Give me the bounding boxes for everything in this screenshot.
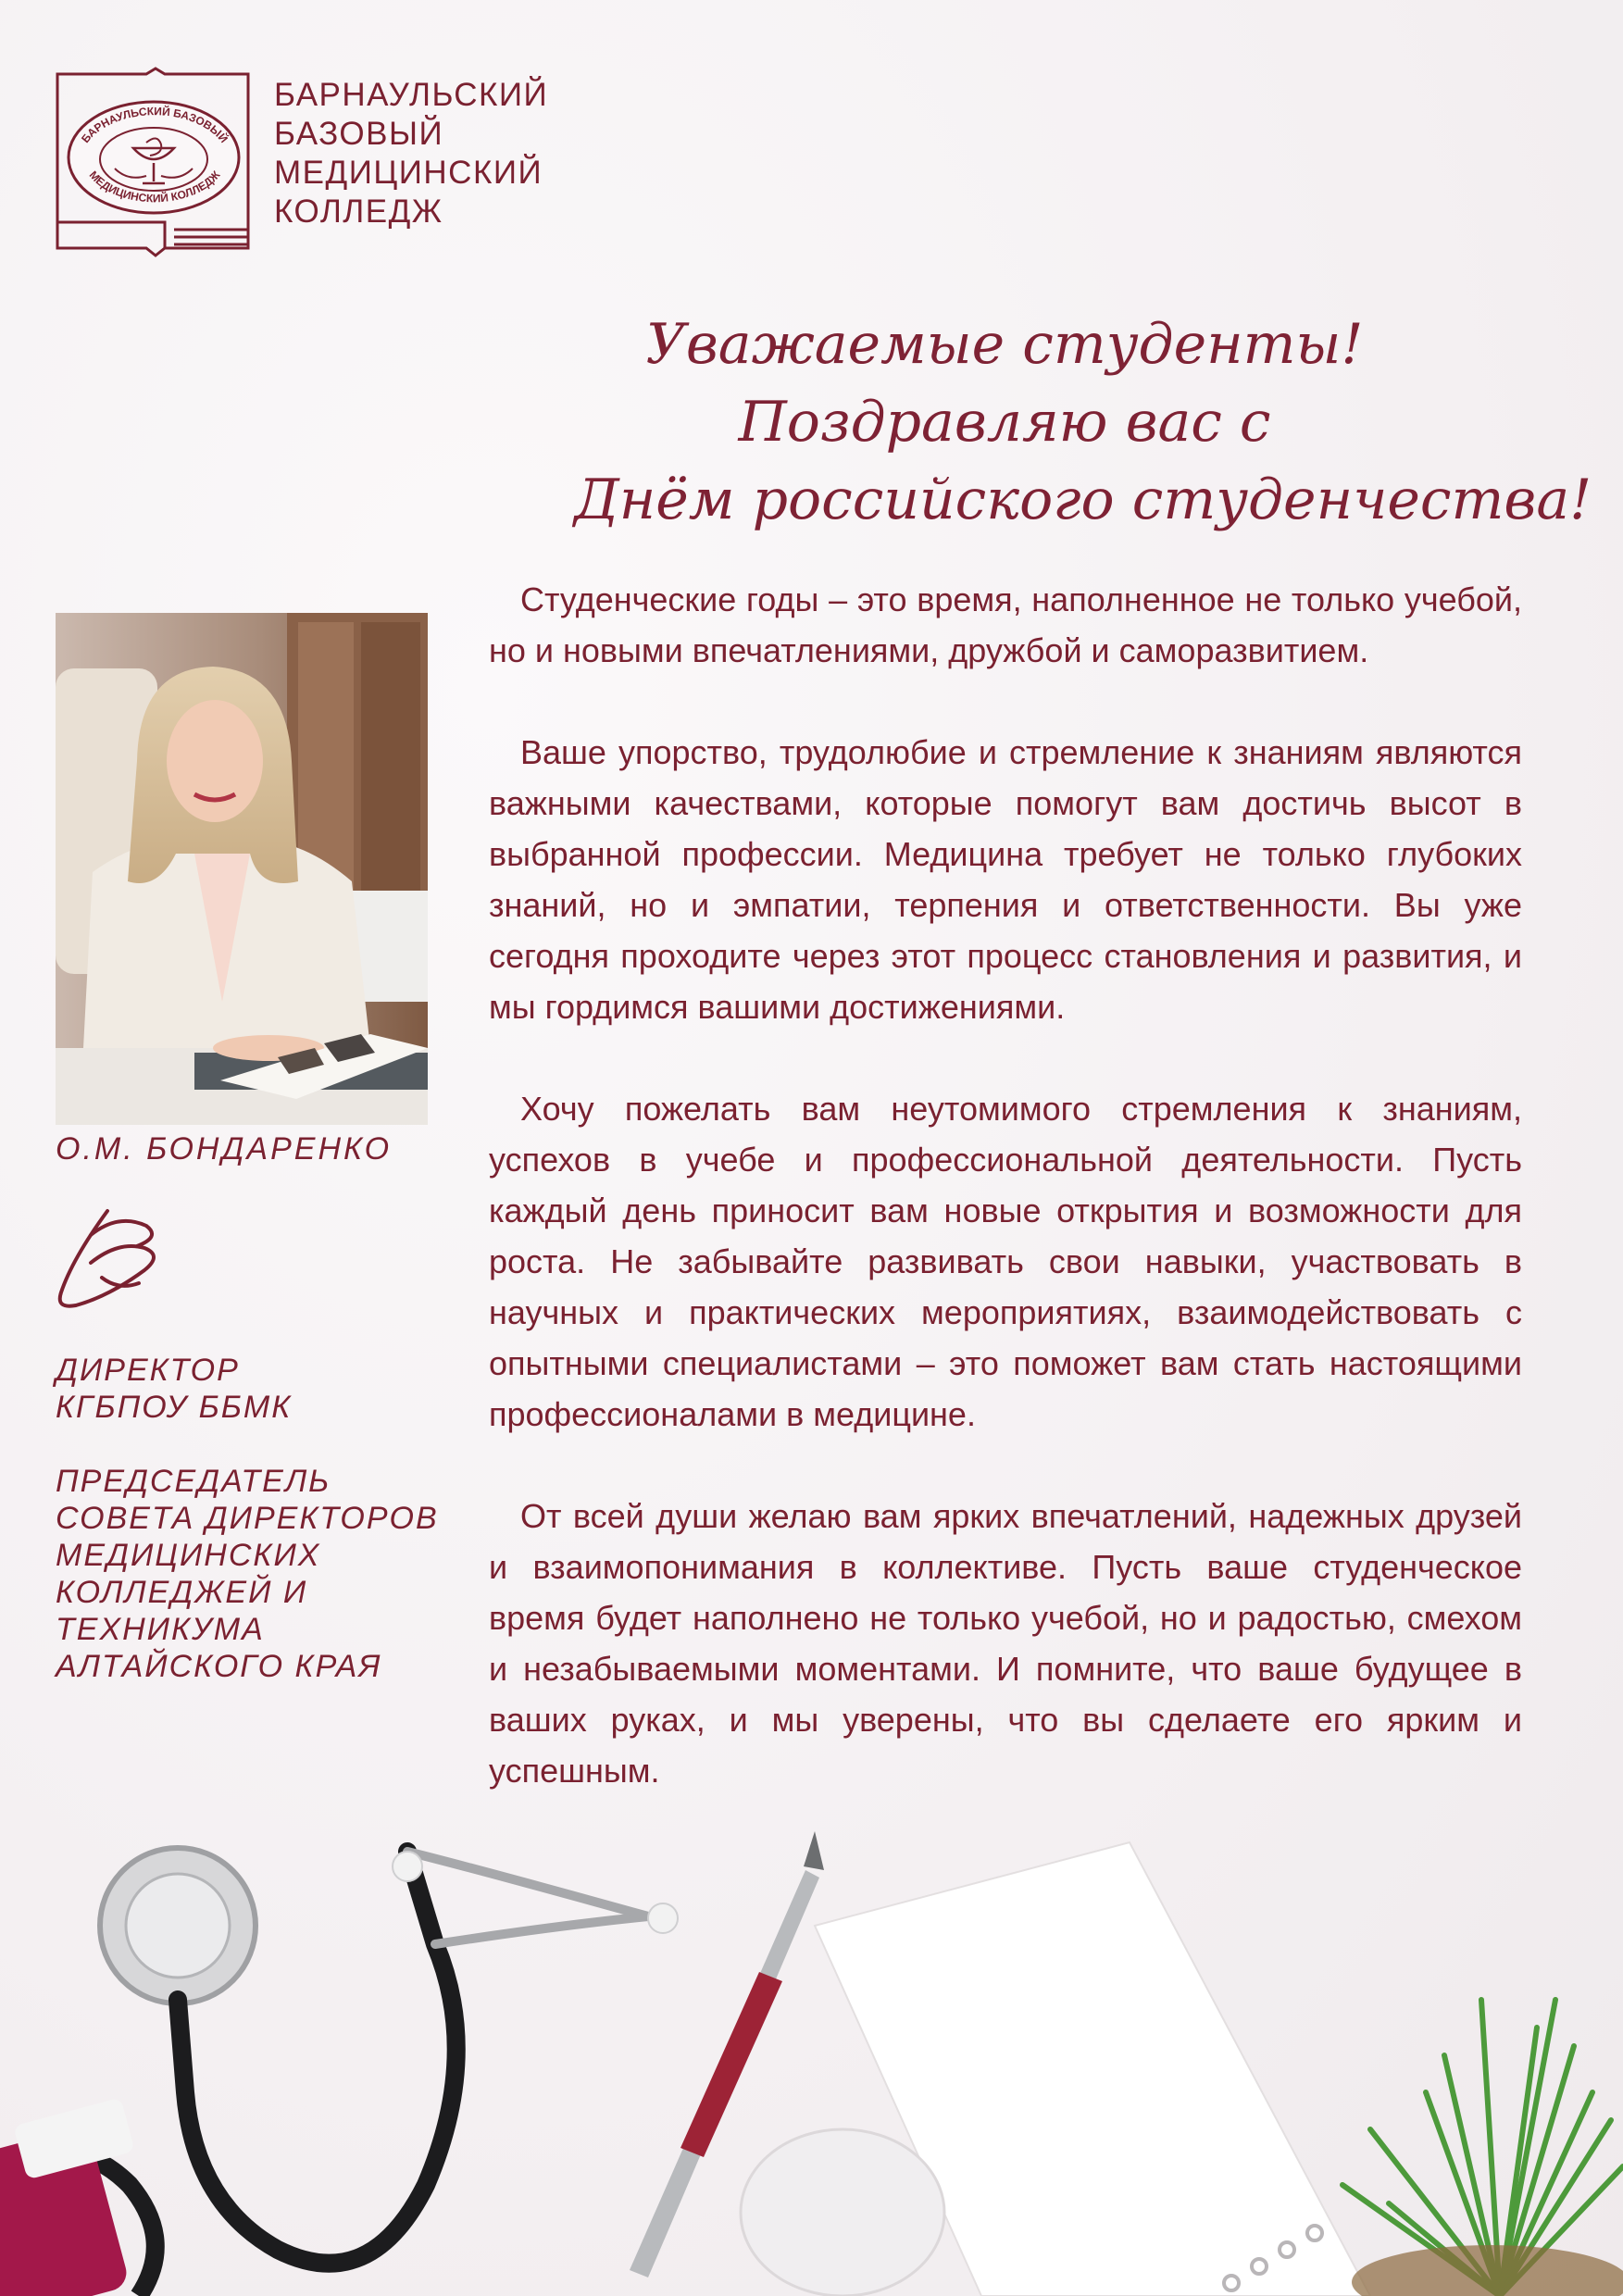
glass-icon (741, 2129, 944, 2296)
emblem-ring-bottom-text: МЕДИЦИНСКИЙ КОЛЛЕДЖ (86, 168, 223, 206)
author-chair-line: МЕДИЦИНСКИХ (56, 1538, 321, 1573)
college-name-line: БАЗОВЫЙ (274, 116, 444, 152)
emblem-ring-top-text: БАРНАУЛЬСКИЙ БАЗОВЫЙ (79, 105, 231, 146)
author-chair-line: ПРЕДСЕДАТЕЛЬ (56, 1464, 331, 1499)
letter-paragraph: Студенческие годы – это время, наполненное не только учебой, но и новыми впечатлениями, дружбой и саморазвитием. (489, 580, 1522, 669)
author-chair-line: ТЕХНИКУМА (56, 1612, 265, 1647)
greeting-line: Поздравляю вас с (738, 390, 1271, 455)
college-emblem-icon (54, 67, 257, 261)
college-name-line: КОЛЛЕДЖ (274, 193, 443, 230)
college-name (274, 76, 548, 231)
college-name-line: МЕДИЦИНСКИЙ (274, 155, 543, 191)
pill-bottle-icon (0, 2097, 135, 2296)
plant-pot-icon (1352, 2245, 1623, 2296)
director-portrait-photo (56, 613, 428, 1125)
author-chair-line: СОВЕТА ДИРЕКТОРОВ (56, 1501, 439, 1536)
signature-icon (54, 1204, 165, 1315)
author-chair-line: АЛТАЙСКОГО КРАЯ (56, 1649, 382, 1684)
author-name: О.М. БОНДАРЕНКО (56, 1131, 393, 1167)
college-name-line: БАРНАУЛЬСКИЙ (274, 77, 549, 113)
author-chair-title (56, 1463, 439, 1685)
medical-desk-decoration (0, 1815, 1623, 2296)
author-chair-line: КОЛЛЕДЖЕЙ И (56, 1575, 308, 1610)
greeting-line: Уважаемые студенты! (645, 312, 1364, 377)
author-position-line: КГБПОУ ББМК (56, 1390, 293, 1425)
letter-paragraph: Хочу пожелать вам неутомимого стремления к знаниям, успехов в учебе и профессиональной деятельности. Пусть каждый день приносит вам новые открытия и возможности для роста. Не забывайте развивать свои навыки, участвовать в научных и практических мероприятиях, взаимодействовать с опытными специалистами – это поможет вам стать настоящими профессионалами в медицине. (489, 1090, 1522, 1433)
letter-paragraph: Ваше упорство, трудолюбие и стремление к знаниям являются важными качествами, которые помогут вам достичь высот в выбранной профессии. Медицина требует не только глубоких знаний, но и эмпатии, терпения и ответственности. Вы уже сегодня проходите через этот процесс становления и развития, и мы гордимся вашими достижениями. (489, 733, 1522, 1026)
greeting-heading (574, 306, 1592, 539)
greeting-line: Днём российского студенчества! (574, 468, 1592, 532)
author-position (56, 1352, 292, 1426)
letter-body (489, 574, 1522, 1847)
author-position-line: ДИРЕКТОР (56, 1353, 240, 1388)
letter-paragraph: От всей души желаю вам ярких впечатлений, надежных друзей и взаимопонимания в коллективе. Пусть ваше студенческое время будет наполнено не только учебой, но и радостью, смехом и незабываемыми моментами. И помните, что ваше будущее в ваших руках, и мы уверены, что вы сделаете его ярким и успешным. (489, 1497, 1522, 1790)
